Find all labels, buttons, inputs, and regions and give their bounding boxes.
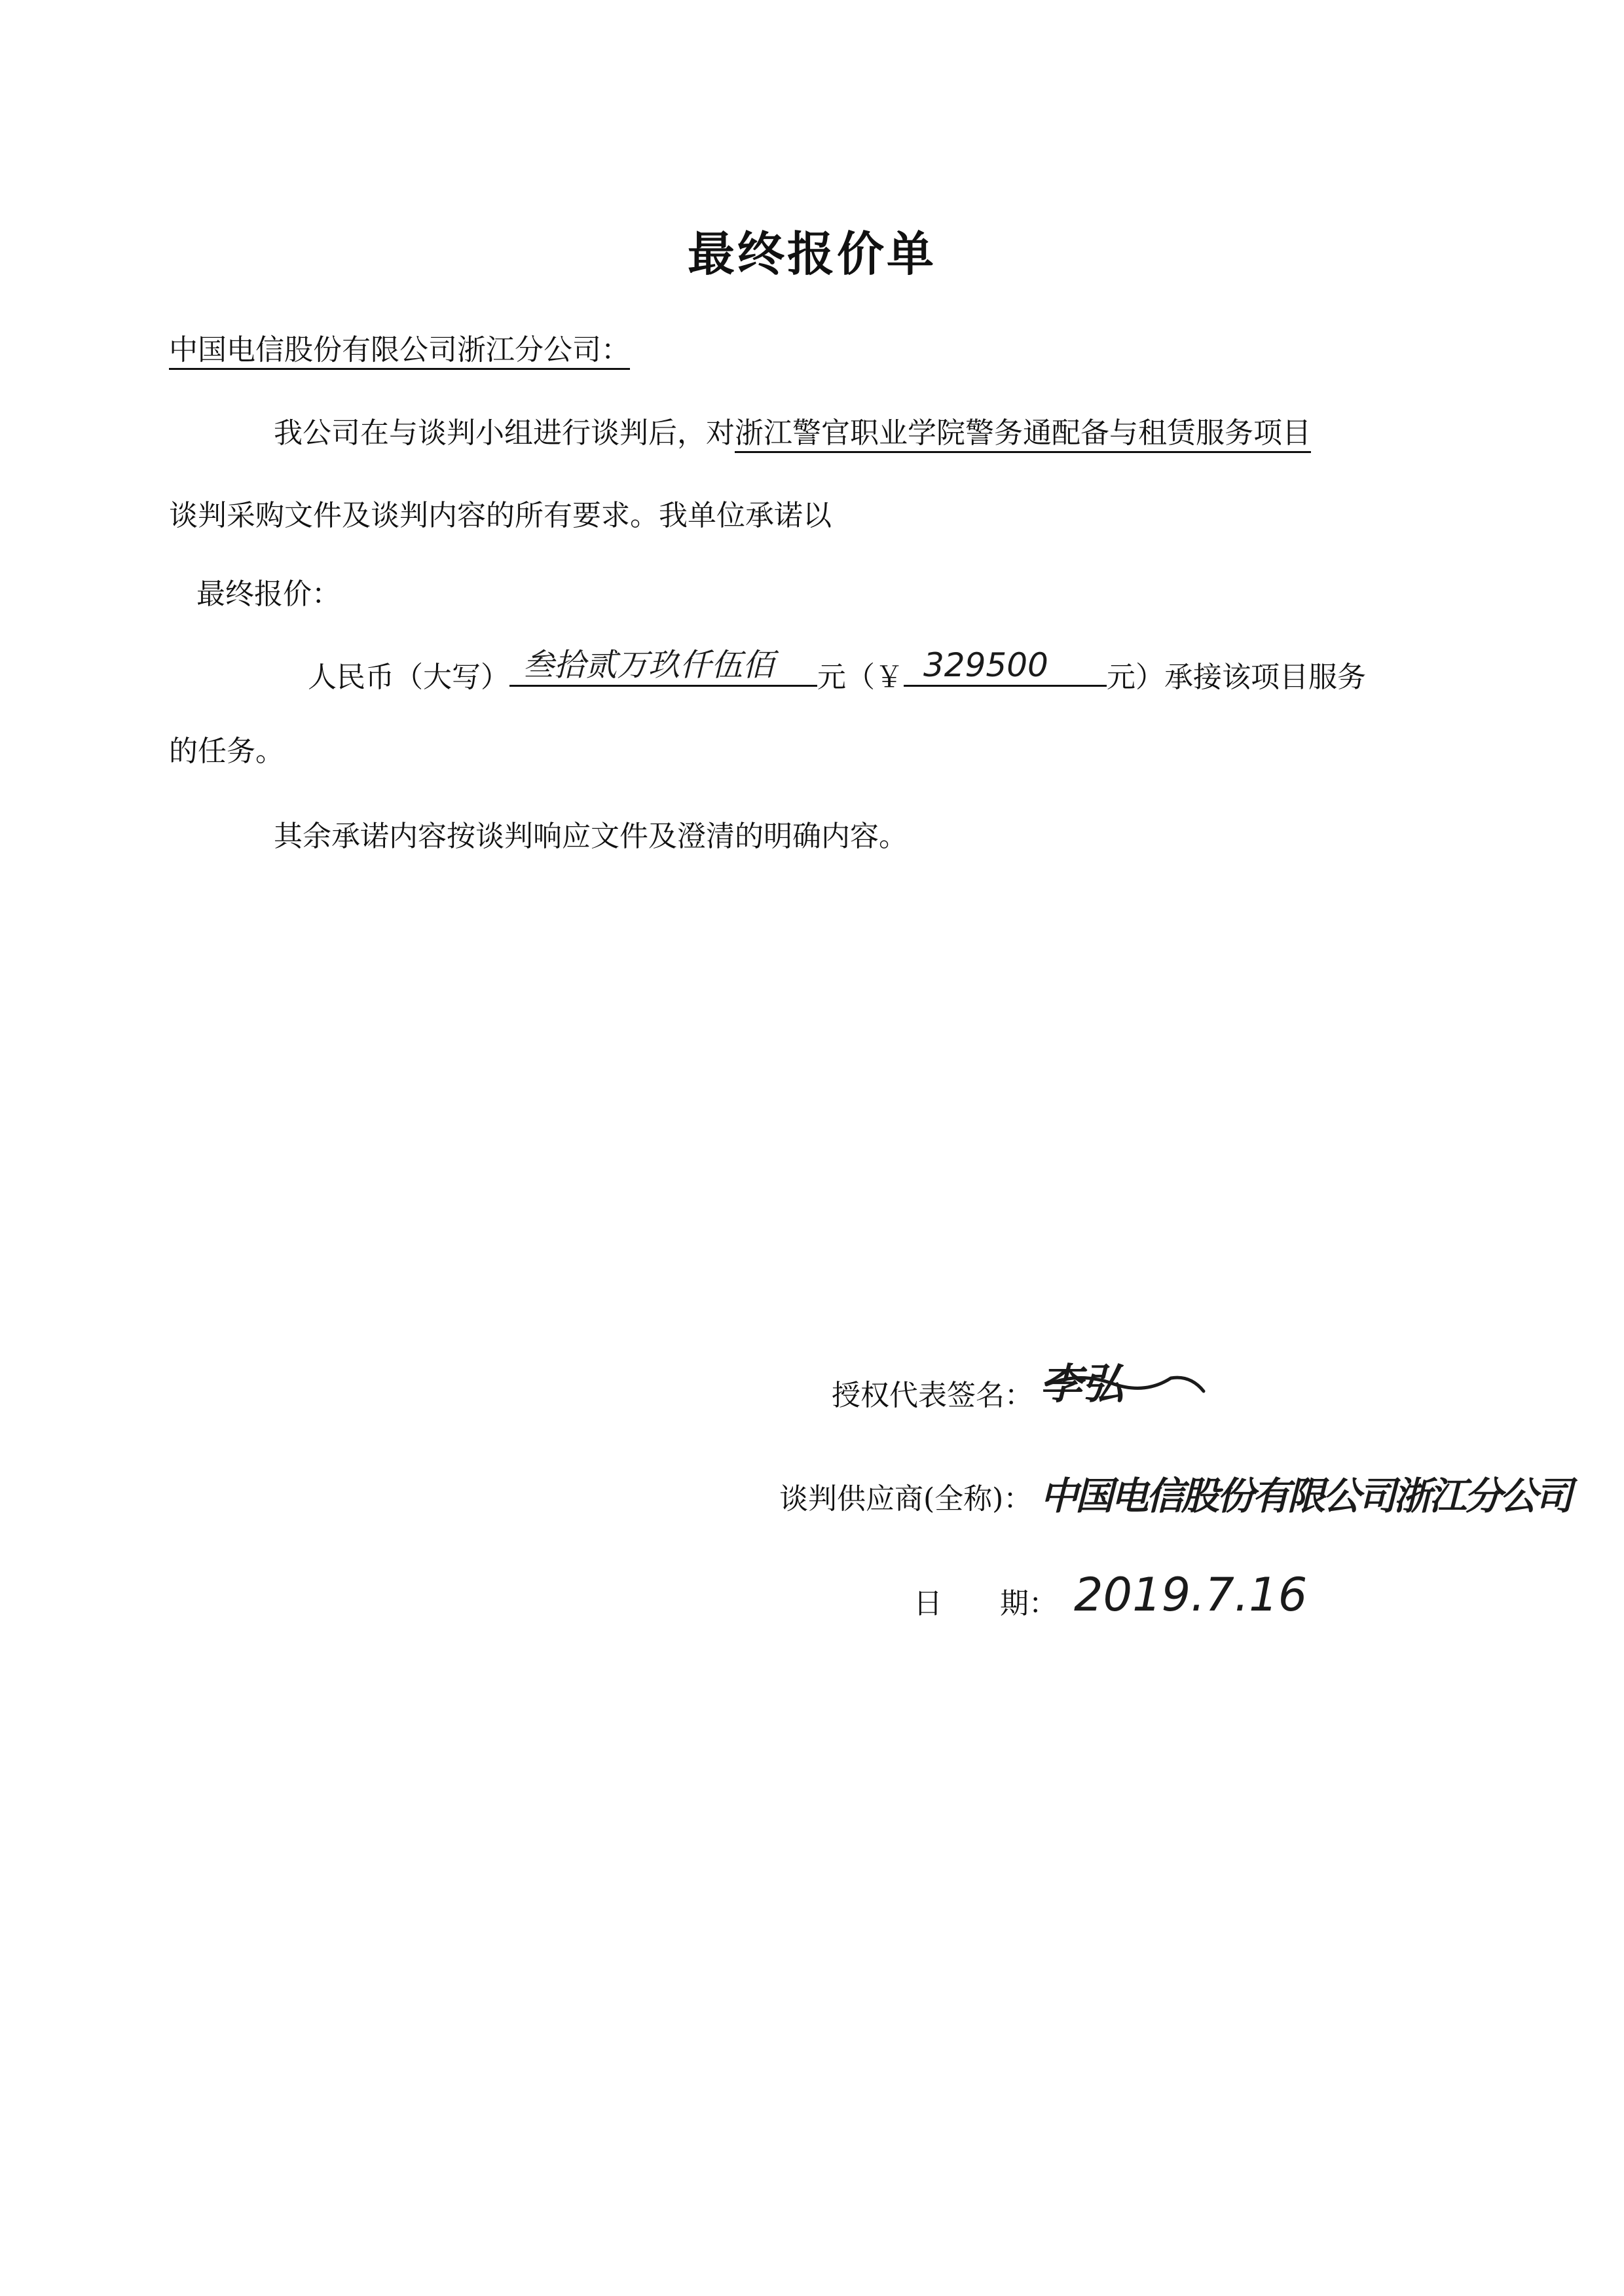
signature-stroke-icon	[1040, 1345, 1210, 1417]
amount-words: 叁拾贰万玖仟伍佰	[523, 647, 775, 683]
recipient-name: 中国电信股份有限公司浙江分公司：	[169, 333, 630, 370]
paragraph-2-line-2: 的任务。	[169, 735, 284, 768]
amount-number-field	[904, 648, 1107, 687]
recipient-line	[169, 331, 630, 370]
supplier-label: 谈判供应商(全称)：	[779, 1482, 1033, 1516]
date-handwritten	[1074, 1561, 1336, 1627]
date-line	[913, 1584, 1058, 1624]
auth-signature	[1040, 1345, 1210, 1417]
page-title: 最终报价单	[687, 226, 936, 282]
amount-number: 329500	[923, 646, 1048, 684]
paragraph-1-line-1	[274, 414, 1311, 453]
yuan-end: 元）承接该项目服务	[1107, 661, 1366, 694]
paragraph-1-prefix: 我公司在与谈判小组进行谈判后，对	[274, 416, 735, 450]
amount-words-field	[509, 648, 817, 687]
auth-label: 授权代表签名：	[832, 1379, 1033, 1412]
supplier-line	[779, 1480, 1032, 1519]
auth-signature-line	[832, 1376, 1033, 1415]
date-label: 日 期：	[913, 1587, 1058, 1620]
final-price-label: 最终报价：	[196, 577, 341, 611]
auth-signature-text: 李弘	[1040, 1360, 1124, 1409]
supplier-name: 中国电信股份有限公司浙江分公司	[1040, 1474, 1571, 1518]
price-line	[308, 648, 1366, 697]
project-name: 浙江警官职业学院警务通配备与租赁服务项目	[735, 416, 1311, 453]
date-value: 2019.7.16	[1074, 1568, 1308, 1622]
yuan-mid: 元（￥	[817, 661, 904, 694]
paragraph-1-line-2: 谈判采购文件及谈判内容的所有要求。我单位承诺以	[169, 499, 832, 532]
rmb-prefix: 人民币（大写）	[308, 661, 509, 694]
supplier-signature	[1040, 1460, 1571, 1525]
paragraph-3: 其余承诺内容按谈判响应文件及澄清的明确内容。	[274, 820, 908, 853]
